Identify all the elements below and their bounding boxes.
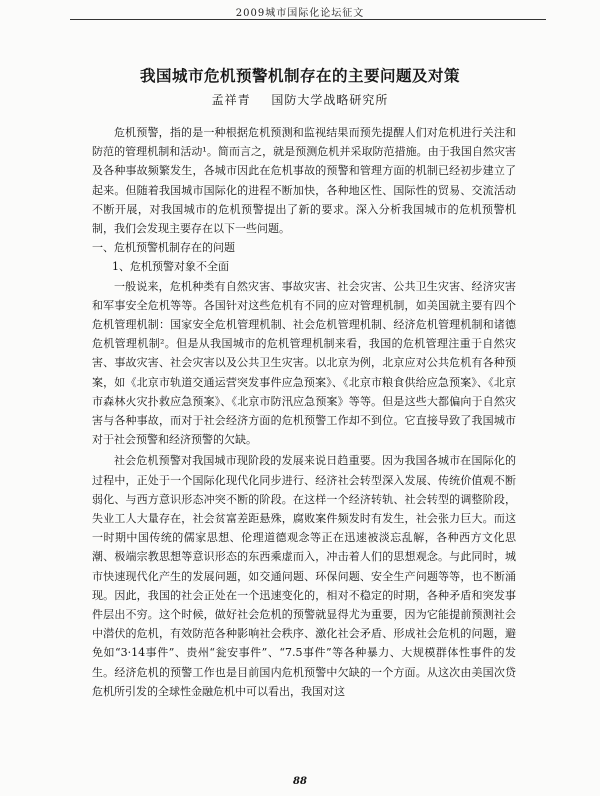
subsection-heading: 1、危机预警对象不全面 — [112, 260, 229, 274]
article-body — [92, 123, 516, 701]
byline — [0, 91, 600, 108]
body-paragraph: 一般说来，危机种类有自然灾害、事故灾害、社会灾害、公共卫生灾害、经济灾害和军事安全危机等等。各国针对这些危机有不同的应对管理机制，如美国就主要有四个危机管理机制：国家安全危机管理机制、社会危机管理机制、经济危机管理机制和诸德危机管理机制²。但是从我国城市的危机管理机制来看，我国的危机管理注重于自然灾害、事故灾害、社会灾害以及公共卫生灾害。以北京为例，北京应对公共危机有各种预案，如《北京市轨道交通运营突发事件应急预案》、《北京市粮食供给应急预案》、《北京市森林火灾扑救应急预案》、《北京市防汛应急预案》等等。但是这些大都偏向于自然灾害与各种事故，而对于社会经济方面的危机预警工作却不到位。它直接导致了我国城市对于社会预警和经济预警的欠缺。 — [92, 279, 516, 447]
article-title: 我国城市危机预警机制存在的主要问题及对策 — [139, 66, 460, 85]
header-rule — [70, 19, 546, 20]
body-paragraph: 社会危机预警对我国城市现阶段的发展来说日趋重要。因为我国各城市在国际化的过程中，正处于一个国际化现代化同步进行、经济社会转型深入发展、传统价值观不断弱化、与西方意识形态冲突不断的阶段。在这样一个经济转轨、社会转型的调整阶段，失业工人大量存在，社会贫富差距悬殊，腐败案件频发时有发生，社会张力巨大。而这一时期中国传统的儒家思想、伦理道德观念等正在迅速被淡忘乱解，各种西方文化思潮、极端宗教思想等意识形态的东西乘虚而入，冲击着人们的思想观念。与此同时，城市快速现代化产生的发展问题，如交通问题、环保问题、安全生产问题等等，也不断涌现。因此，我国的社会正处在一个迅速变化的，相对不稳定的时期，各种矛盾和突发事件层出不穷。这个时候，做好社会危机的预警就显得尤为重要，因为它能提前预测社会中潜伏的危机，有效防范各种影响社会秩序、激化社会矛盾、形成社会危机的问题，避免如“3·14事件”、贵州“瓮安事件”、“7.5事件”等各种暴力、大规模群体性事件的发生。经济危机的预警工作也是目前国内危机预警中欠缺的一个方面。从这次由美国次贷危机所引发的全球性金融危机中可以看出，我国对这 — [92, 454, 516, 698]
page-number: 88 — [293, 776, 307, 787]
author-name: 孟祥青 — [211, 93, 251, 107]
author-affiliation: 国防大学战略研究所 — [271, 93, 389, 107]
intro-paragraph: 危机预警，指的是一种根据危机预测和监视结果而预先提醒人们对危机进行关注和防范的管理机制和活动¹。简而言之，就是预测危机并采取防范措施。由于我国自然灾害及各种事故频繁发生，各城市因此在危机事故的预警和管理方面的机制已经初步建立了起来。但随着我国城市国际化的进程不断加快，各种地区性、国际性的贸易、交流活动不断开展，对我国城市的危机预警提出了新的要求。深入分析我国城市的危机预警机制，我们会发现主要存在以下一些问题。 — [92, 126, 516, 236]
running-header: 2009城市国际化论坛征文 — [235, 8, 365, 19]
section-heading: 一、危机预警机制存在的问题 — [92, 241, 235, 255]
